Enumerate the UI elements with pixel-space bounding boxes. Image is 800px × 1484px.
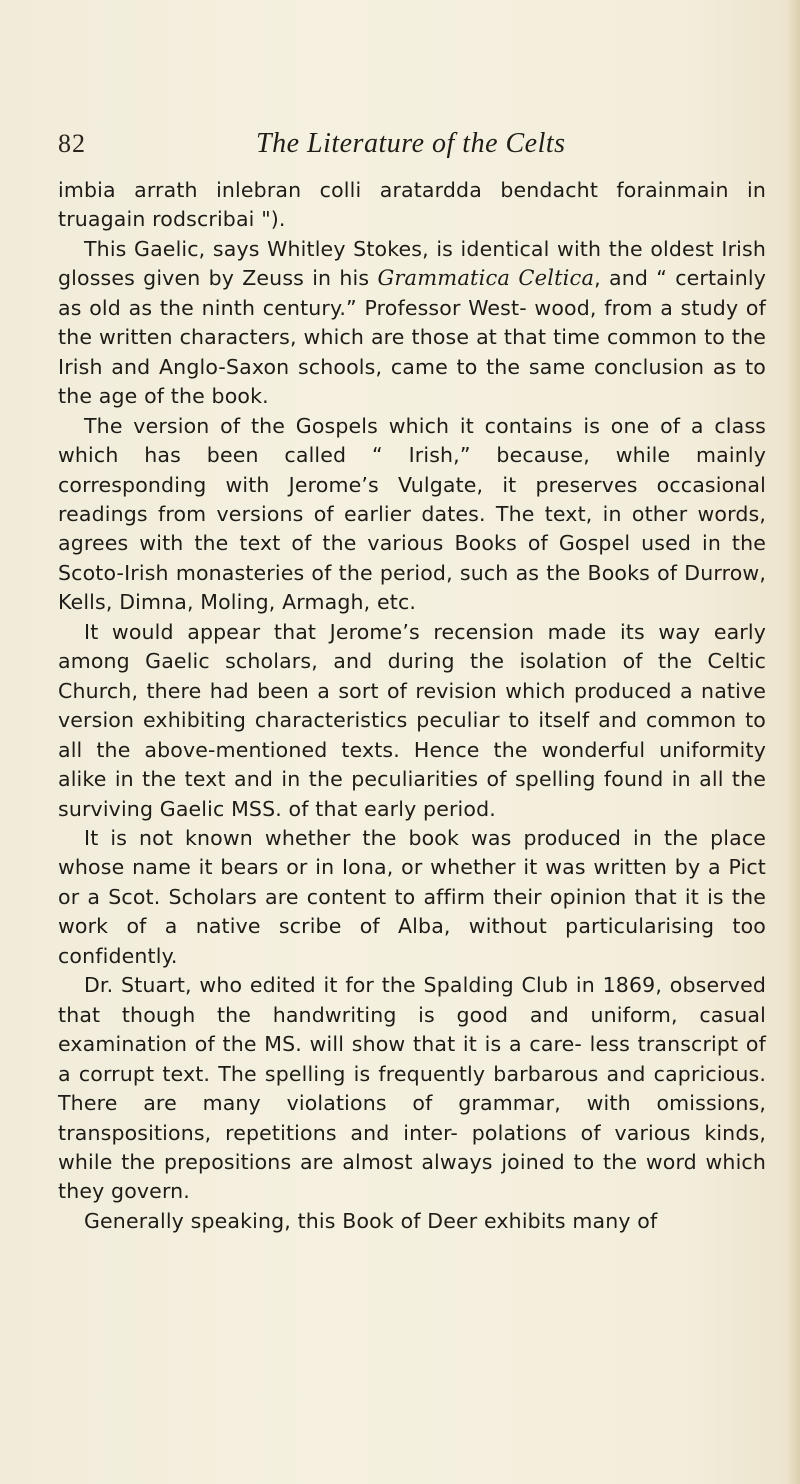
paragraph-generally-speaking: Generally speaking, this Book of Deer exhibits many of — [84, 1208, 658, 1233]
paragraph-continuation: imbia arrath inlebran colli aratardda bendacht forainmain in truagain rodscribai "). — [58, 178, 766, 232]
body-text — [58, 176, 766, 1236]
page-header — [58, 128, 758, 164]
running-title: The Literature of the Celts — [256, 128, 566, 159]
paragraph-text: This Gaelic, says Whitley Stokes, is identical with the oldest Irish glosses given by Zeuss in his — [58, 236, 766, 291]
page-edge-shadow — [786, 0, 800, 1484]
page-number: 82 — [58, 129, 86, 158]
paragraph-dr-stuart: Dr. Stuart, who edited it for the Spalding Club in 1869, observed that though the handwriting is good and uniform, casual examination of the MS. will show that it is a care- less transcript of a corrupt text. The spelling is frequently barbarous and capricious. There are many violations of grammar, with omissions, transpositions, repetitions and inter- polations of various kinds, while the prepositions are almost always joined to the word which they govern. — [58, 973, 766, 1204]
book-title-italic: Grammatica Celtica — [377, 266, 595, 291]
paragraph-whitley-stokes — [58, 235, 766, 412]
paragraph-text: , and “ certainly as old as the ninth century.” Professor West- wood, from a study of the written characters, which are those at that time common to the Irish and Anglo-Saxon schools, came to the same conclusion as to the age of the book. — [58, 266, 766, 409]
paragraph-gospels-version: The version of the Gospels which it contains is one of a class which has been called “ Irish,” because, while mainly corresponding with Jerome’s Vulgate, it preserves occasional readings from versions of earlier dates. The text, in other words, agrees with the text of the various Books of Gospel used in the Scoto-Irish monasteries of the period, such as the Books of Durrow, Kells, Dimna, Moling, Armagh, etc. — [58, 413, 766, 615]
paragraph-jerome-recension: It would appear that Jerome’s recension made its way early among Gaelic scholars, and during the isolation of the Celtic Church, there had been a sort of revision which produced a native version exhibiting characteristics peculiar to itself and common to all the above-mentioned texts. Hence the wonderful uniformity alike in the text and in the peculiarities of spelling found in all the surviving Gaelic MSS. of that early period. — [58, 619, 766, 821]
paragraph-origin: It is not known whether the book was produced in the place whose name it bears or in Iona, or whether it was written by a Pict or a Scot. Scholars are content to affirm their opinion that it is the work of a native scribe of Alba, without particularising too confidently. — [58, 825, 766, 968]
